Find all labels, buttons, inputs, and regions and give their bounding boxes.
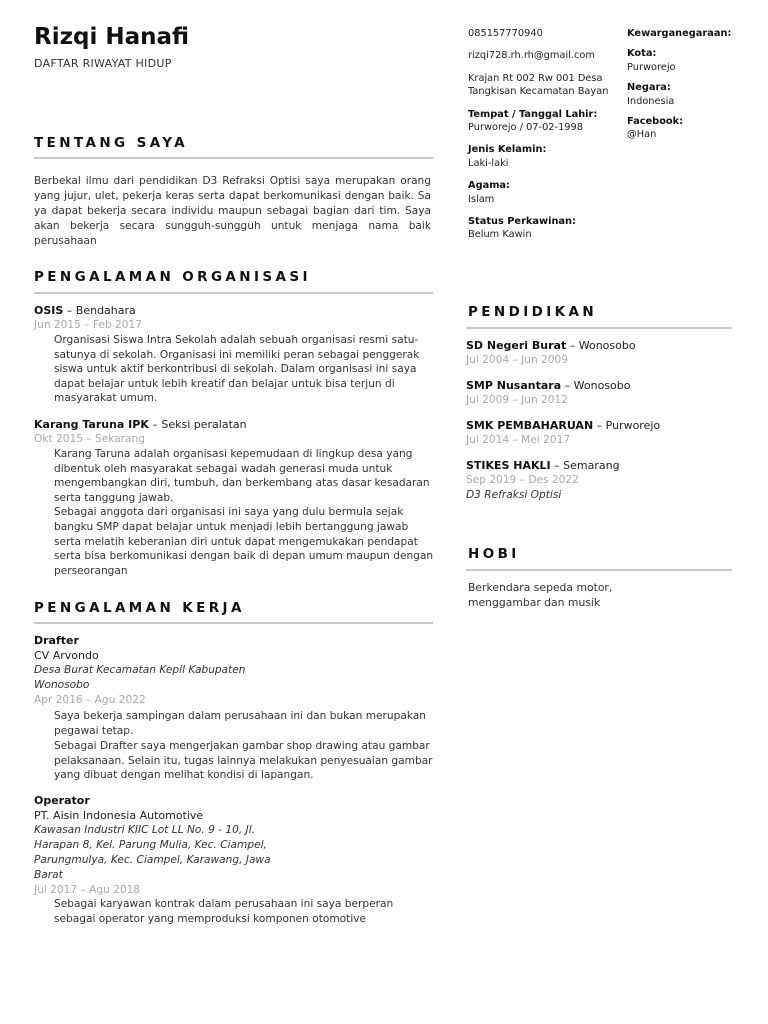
country-value: Indonesia <box>627 95 675 107</box>
education-title: SD Negeri Burat – Wonosobo <box>466 339 636 352</box>
hobby-heading: HOBI <box>468 546 520 562</box>
birth-label: Tempat / Tanggal Lahir: <box>468 108 598 120</box>
education-date: Jul 2014 – Mei 2017 <box>466 434 571 446</box>
about-divider <box>34 157 433 159</box>
email-address: rizqi728.rh.rh@gmail.com <box>468 50 595 62</box>
organization-date: Jun 2015 – Feb 2017 <box>34 319 142 331</box>
organization-entry-karang-taruna <box>34 417 434 578</box>
marital-label: Status Perkawinan: <box>468 216 576 228</box>
organization-heading: PENGALAMAN ORGANISASI <box>34 269 311 285</box>
education-title: SMK PEMBAHARUAN – Purworejo <box>466 419 661 432</box>
resume-subtitle: DAFTAR RIWAYAT HIDUP <box>34 57 172 70</box>
work-divider <box>34 622 433 624</box>
education-title: SMP Nusantara – Wonosobo <box>466 379 631 392</box>
contact-block <box>468 27 616 242</box>
work-location: Desa Burat Kecamatan Kepil Kabupaten Wonosobo <box>34 664 246 691</box>
country-label: Negara: <box>627 82 671 94</box>
education-heading: PENDIDIKAN <box>468 304 598 320</box>
work-description: Sebagai karyawan kontrak dalam perusahaan ini saya berperan sebagai operator yang memproduksi komponen otomotive <box>54 898 394 925</box>
facebook-label: Facebook: <box>627 116 684 128</box>
religion-value: Islam <box>468 193 495 205</box>
work-heading: PENGALAMAN KERJA <box>34 600 245 616</box>
about-text: Berbekal ilmu dari pendidikan D3 Refraksi Optisi saya merupakan orang yang jujur, ulet, pekerja keras serta dapat berkomunikasi dengan baik. Sa ya dapat bekerja secara individu maupun sebagai bagian dari tim. Saya akan bekerja secara sungguh-sungguh untuk menjaga nama baik perusahaan <box>34 175 431 247</box>
education-title: STIKES HAKLI – Semarang <box>466 459 620 472</box>
organization-date: Okt 2015 – Sekarang <box>34 433 145 445</box>
organization-description: Organisasi Siswa Intra Sekolah adalah sebuah organisasi resmi satu-satunya di sekolah. Organisasi ini memiliki peran sebagai penggerak siswa untuk aktif berkontribusi di sekolah. Dalam organisasi ini saya dapat belajar untuk lebih kreatif dan belajar untuk bisa terjun di masyarakat umum. <box>54 334 420 405</box>
work-date: Jul 2017 – Agu 2018 <box>34 884 141 896</box>
entry-title <box>34 303 434 318</box>
organization-role: – Bendahara <box>63 304 136 317</box>
gender-value: Laki-laki <box>468 157 509 169</box>
education-entry <box>466 378 746 408</box>
organization-divider <box>34 292 433 294</box>
work-company: CV Arvondo <box>34 649 99 662</box>
work-company: PT. Aisin Indonesia Automotive <box>34 809 204 822</box>
home-address: Krajan Rt 002 Rw 001 Desa Tangkisan Kecamatan Bayan <box>468 72 609 98</box>
work-date: Apr 2016 – Agu 2022 <box>34 694 146 706</box>
citizenship-label: Kewarganegaraan: <box>627 28 732 39</box>
education-entry <box>466 458 746 503</box>
hobby-divider <box>466 569 732 571</box>
entry-title <box>34 417 434 432</box>
hobby-text: Berkendara sepeda motor, menggambar dan musik <box>468 581 613 609</box>
education-entry <box>466 338 746 368</box>
gender-label: Jenis Kelamin: <box>468 144 547 156</box>
education-major: D3 Refraksi Optisi <box>466 489 562 501</box>
work-position: Operator <box>34 794 90 807</box>
info-block <box>627 27 757 142</box>
work-description: Saya bekerja sampingan dalam perusahaan ini dan bukan merupakan pegawai tetap. <box>54 710 426 737</box>
work-position: Drafter <box>34 634 79 647</box>
about-heading: TENTANG SAYA <box>34 135 189 151</box>
work-entry-operator <box>34 793 284 898</box>
education-date: Jul 2004 – Jun 2009 <box>466 354 569 366</box>
education-divider <box>466 327 732 329</box>
work-location: Kawasan Industri KIIC Lot LL No. 9 - 10, Jl. Harapan 8, Kel. Parung Mulia, Kec. Ciampel, Parungmulya, Kec. Ciampel, Karawang, Jawa Barat <box>34 824 271 881</box>
organization-name: OSIS <box>34 304 64 317</box>
religion-label: Agama: <box>468 180 510 192</box>
phone-number: 085157770940 <box>468 28 543 39</box>
education-entry <box>466 418 746 448</box>
facebook-value: @Han <box>627 129 657 141</box>
organization-description-2: Sebagai anggota dari organisasi ini saya yang dulu bermula sejak bangku SMP dapat belajar untuk menjadi lebih bertanggung jawab serta melatih keberanian diri untuk dapat mengemukakan pendapat serta bisa berkomunikasi dengan baik di depan umum maupun dengan perseorangan <box>54 506 434 577</box>
organization-entry-osis <box>34 303 434 406</box>
birth-value: Purworejo / 07-02-1998 <box>468 122 583 134</box>
city-value: Purworejo <box>627 61 676 73</box>
education-date: Jul 2009 – Jun 2012 <box>466 394 569 406</box>
organization-name: Karang Taruna IPK <box>34 418 149 431</box>
marital-value: Belum Kawin <box>468 229 532 241</box>
organization-description: Karang Taruna adalah organisasi kepemudaan di lingkup desa yang dibentuk oleh masyarakat sebagai wadah generasi muda untuk mengembangkan diri, tumbuh, dan berkembang atas dasar kesadaran serta tanggung jawab. <box>54 448 430 504</box>
work-description-2: Sebagai Drafter saya mengerjakan gambar shop drawing atau gambar pelaksanaan. Selain itu, tugas lainnya melakukan penyesuaian gambar yang dibuat dengan melihat kondisi di lapangan. <box>54 740 433 782</box>
resume-name: Rizqi Hanafi <box>34 24 190 50</box>
education-date: Sep 2019 – Des 2022 <box>466 474 579 486</box>
organization-role: – Seksi peralatan <box>148 418 247 431</box>
work-entry-drafter <box>34 633 274 708</box>
city-label: Kota: <box>627 48 657 60</box>
